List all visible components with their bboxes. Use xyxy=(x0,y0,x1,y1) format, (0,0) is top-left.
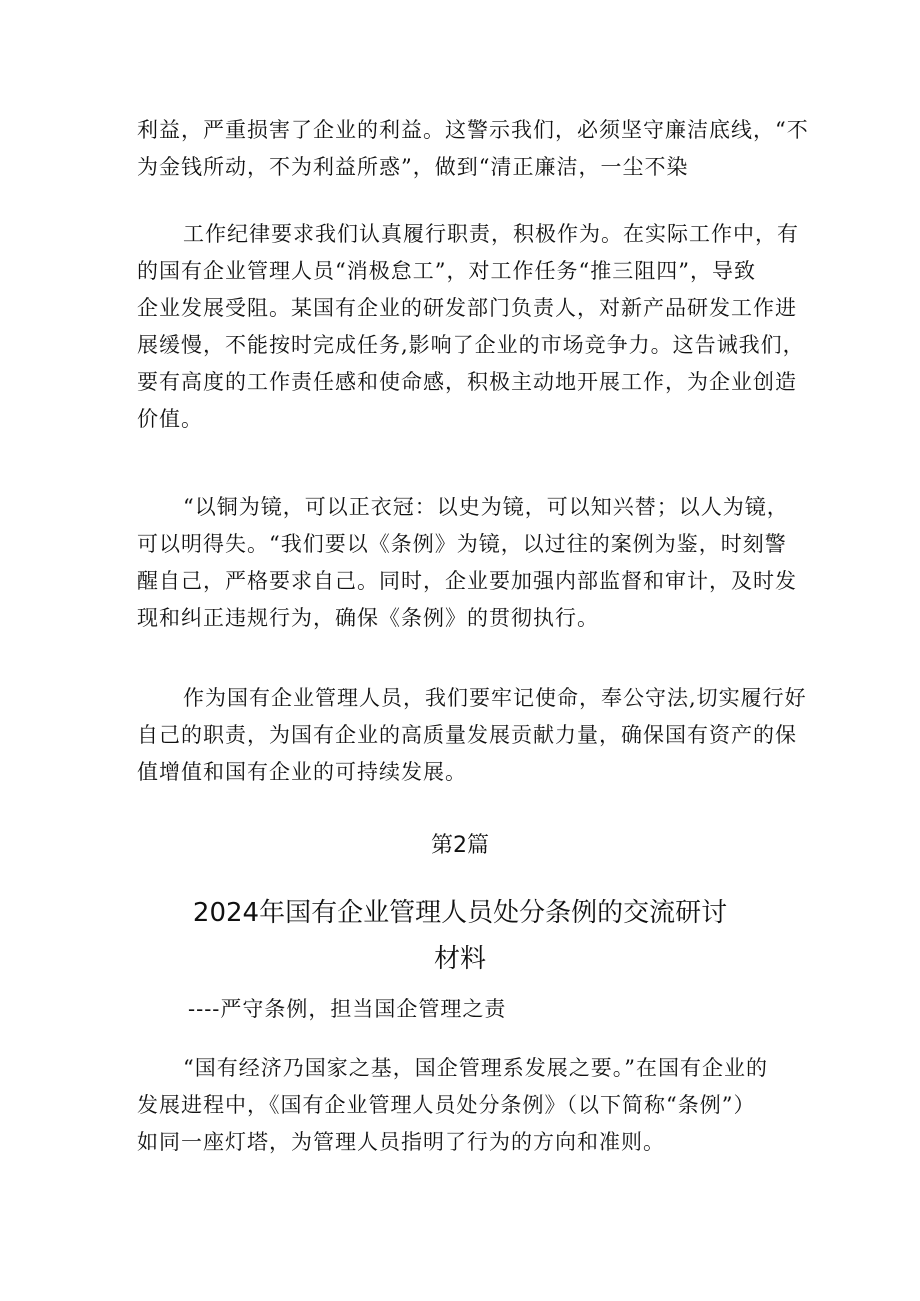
paragraph-1 xyxy=(137,112,809,186)
paragraph-line: 价值。 xyxy=(137,407,203,431)
paragraph-line: 现和纠正违规行为，确保《条例》的贯彻执行。 xyxy=(137,606,599,630)
paragraph-line: “国有经济乃国家之基，国企管理系发展之要。”在国有企业的 xyxy=(183,1056,768,1080)
paragraph-4 xyxy=(137,680,807,791)
paragraph-line: 发展进程中，《国有企业管理人员处分条例》（以下简称“条例”） xyxy=(137,1093,756,1117)
paragraph-line: 为金钱所动，不为利益所惑”，做到“清正廉洁，一尘不染 xyxy=(137,155,689,179)
document-title xyxy=(0,890,920,982)
paragraph-line: 作为国有企业管理人员，我们要牢记使命，奉公守法,切实履行好 xyxy=(183,686,807,710)
paragraph-line: 展缓慢，不能按时完成任务,影响了企业的市场竞争力。这告诫我们， xyxy=(137,333,805,357)
paragraph-line: 可以明得失。“我们要以《条例》为镜，以过往的案例为鉴，时刻警 xyxy=(137,532,787,556)
paragraph-line: 要有高度的工作责任感和使命感，积极主动地开展工作，为企业创造 xyxy=(137,370,797,394)
paragraph-line: “以铜为镜，可以正衣冠：以史为镜，可以知兴替；以人为镜， xyxy=(183,495,789,519)
paragraph-line: 如同一座灯塔，为管理人员指明了行为的方向和准则。 xyxy=(137,1130,665,1154)
paragraph-line: 的国有企业管理人员“消极怠工”，对工作任务“推三阻四”，导致 xyxy=(137,259,756,283)
section-label: 第2篇 xyxy=(431,833,489,858)
paragraph-2 xyxy=(137,216,805,438)
intro-paragraph xyxy=(137,1050,797,1161)
paragraph-line: 利益，严重损害了企业的利益。这警示我们，必须坚守廉洁底线，“不 xyxy=(137,118,809,142)
document-subtitle: ----严守条例，担当国企管理之责 xyxy=(188,997,507,1021)
paragraph-3 xyxy=(137,489,797,637)
title-line: 2024年国有企业管理人员处分条例的交流研讨 xyxy=(192,898,728,928)
paragraph-line: 工作纪律要求我们认真履行职责，积极作为。在实际工作中，有 xyxy=(183,222,799,246)
paragraph-line: 醒自己，严格要求自己。同时，企业要加强内部监督和审计，及时发 xyxy=(137,569,797,593)
paragraph-line: 自己的职责，为国有企业的高质量发展贡献力量，确保国有资产的保 xyxy=(137,723,797,747)
paragraph-line: 企业发展受阻。某国有企业的研发部门负责人，对新产品研发工作进 xyxy=(137,296,797,320)
paragraph-line: 值增值和国有企业的可持续发展。 xyxy=(137,760,467,784)
title-line: 材料 xyxy=(433,944,486,974)
